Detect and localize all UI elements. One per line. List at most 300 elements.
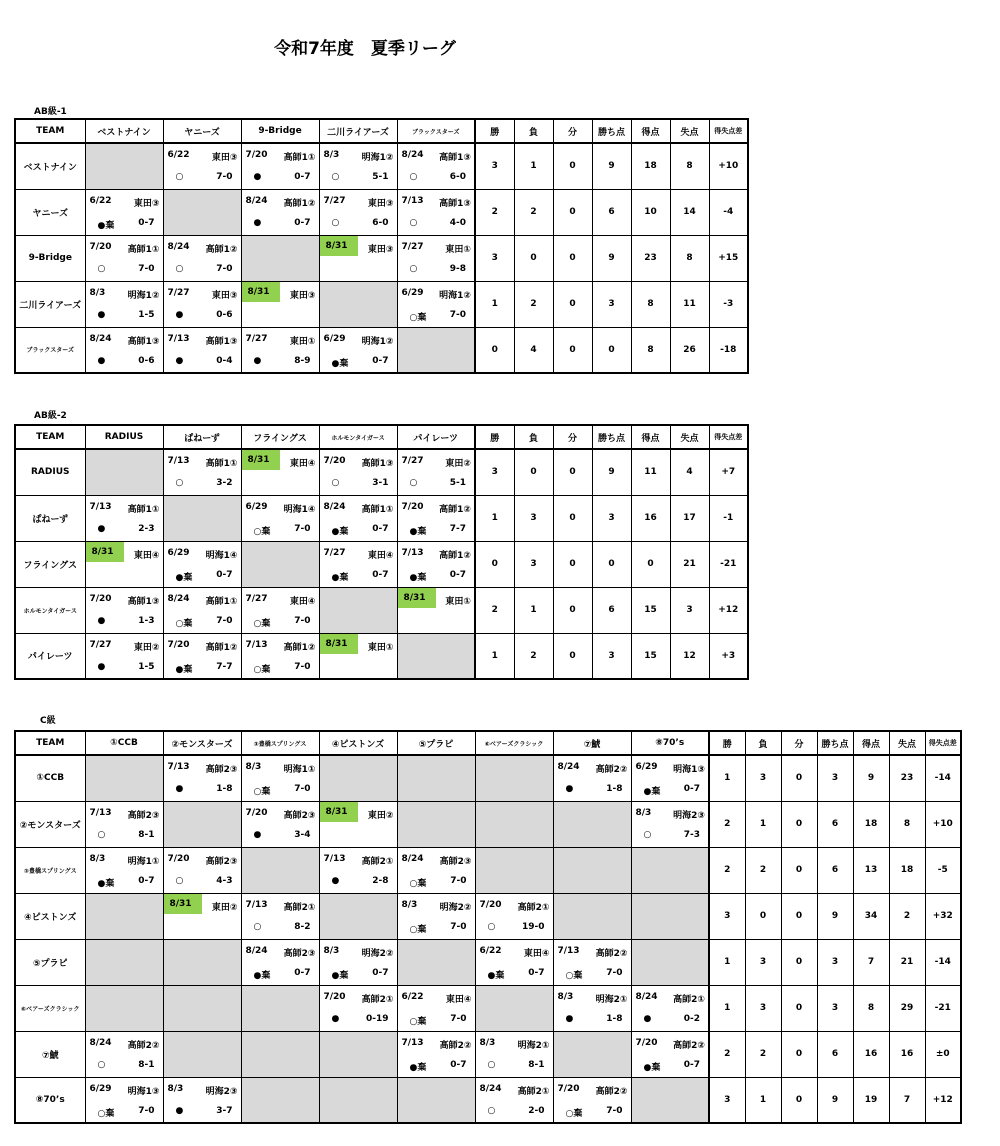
stat-header: 分: [553, 119, 592, 143]
match-cell: [319, 847, 397, 893]
match-cell: [319, 327, 397, 373]
team-name: ぱねーず: [15, 495, 85, 541]
match-date: 7/20: [245, 807, 268, 818]
match-cell: [163, 281, 241, 327]
match-score: 0-7: [372, 523, 389, 534]
match-cell: [85, 327, 163, 373]
self-match-cell: [163, 801, 241, 847]
match-cell: [553, 939, 631, 985]
goal-difference: +32: [925, 893, 961, 939]
self-match-cell: [397, 633, 475, 679]
match-score: 0-7: [216, 569, 233, 580]
match-date: 8/31: [320, 236, 358, 256]
match-venue: 東田③: [367, 198, 394, 209]
match-date: 7/20: [167, 639, 190, 650]
wins: 2: [475, 189, 514, 235]
self-match-cell: [553, 1031, 631, 1077]
match-result: ○: [175, 875, 184, 886]
match-result: ●: [331, 875, 340, 886]
stat-header: 分: [553, 425, 592, 449]
match-result: ○: [175, 172, 184, 182]
team-name: ④ピストンズ: [15, 893, 85, 939]
match-result: ○: [643, 829, 652, 840]
self-match-cell: [319, 893, 397, 939]
match-cell: [241, 327, 319, 373]
match-date: 8/3: [635, 807, 652, 818]
team-row: [15, 587, 748, 633]
match-score: 0-7: [372, 355, 389, 366]
stat-header: 勝ち点: [592, 119, 631, 143]
points: 3: [592, 633, 631, 679]
no-match-cell: [241, 1031, 319, 1077]
stat-header: 負: [514, 119, 553, 143]
team-row: [15, 847, 961, 893]
match-venue: 東田③: [367, 244, 394, 255]
match-date: 8/24: [167, 593, 190, 604]
match-date: 7/13: [323, 853, 346, 864]
goal-difference: +12: [925, 1077, 961, 1123]
goals-for: 16: [631, 495, 670, 541]
match-venue: 明海1②: [361, 336, 394, 347]
match-score: 0-7: [683, 1059, 700, 1070]
match-cell: [163, 847, 241, 893]
draws: 0: [781, 985, 817, 1031]
wins: 2: [709, 847, 745, 893]
wins: 3: [709, 893, 745, 939]
match-date: 7/20: [323, 991, 346, 1002]
match-result: ●棄: [253, 970, 271, 981]
match-date: 7/27: [245, 593, 268, 604]
self-match-cell: [85, 143, 163, 189]
draws: 0: [553, 633, 592, 679]
match-date: 6/29: [245, 501, 268, 512]
team-row: [15, 495, 748, 541]
match-cell: [319, 985, 397, 1031]
team-name: 9-Bridge: [15, 235, 85, 281]
self-match-cell: [241, 541, 319, 587]
self-match-cell: [631, 1077, 709, 1123]
match-cell: [631, 801, 709, 847]
goals-for: 10: [631, 189, 670, 235]
match-cell: [553, 985, 631, 1031]
match-result: ●: [643, 1013, 652, 1024]
team-name: フライングス: [15, 541, 85, 587]
match-score: 2-0: [528, 1105, 545, 1116]
match-score: 0-7: [372, 569, 389, 580]
team-name: パイレーツ: [15, 633, 85, 679]
match-date: 8/24: [323, 501, 346, 512]
match-result: ○棄: [409, 924, 427, 935]
goals-against: 12: [670, 633, 709, 679]
team-row: [15, 281, 748, 327]
match-date: 6/29: [635, 762, 658, 772]
draws: 0: [553, 189, 592, 235]
match-score: 0-7: [138, 875, 155, 886]
match-result: ●: [253, 217, 262, 228]
no-match-cell: [553, 801, 631, 847]
no-match-cell: [163, 939, 241, 985]
match-date: 7/13: [401, 195, 424, 206]
no-match-cell: [631, 847, 709, 893]
no-match-cell: [631, 893, 709, 939]
match-result: ●: [97, 309, 106, 320]
match-score: 7-0: [294, 523, 311, 534]
match-venue: 明海1③: [673, 765, 705, 775]
match-venue: 明海2③: [205, 1086, 238, 1097]
match-date: 7/13: [167, 762, 190, 772]
stat-header: 勝ち点: [817, 731, 853, 755]
match-score: 8-1: [138, 829, 155, 840]
match-score: 2-3: [138, 523, 155, 534]
match-date: 7/20: [245, 150, 268, 160]
opponent-header: ⑤プラピ: [397, 731, 475, 755]
goals-for: 16: [853, 1031, 889, 1077]
match-date: 7/13: [245, 899, 268, 910]
match-cell: [163, 449, 241, 495]
goals-against: 3: [670, 587, 709, 633]
match-cell: [163, 587, 241, 633]
match-score: 8-1: [528, 1059, 545, 1070]
opponent-header: パイレーツ: [397, 425, 475, 449]
match-score: 0-7: [528, 967, 545, 978]
match-date: 8/3: [557, 991, 574, 1002]
league-label: AB級-1: [34, 107, 67, 117]
match-venue: 高師2②: [595, 1086, 628, 1097]
match-cell: [397, 143, 475, 189]
match-date: 6/22: [479, 945, 502, 956]
stat-header: 得失点差: [709, 425, 748, 449]
match-venue: 明海2②: [439, 902, 472, 913]
opponent-header: 9-Bridge: [241, 119, 319, 143]
match-score: 0-7: [138, 217, 155, 228]
match-venue: 高師2③: [283, 810, 316, 821]
stat-header: 得失点差: [709, 119, 748, 143]
match-venue: 高師1①: [361, 504, 394, 515]
wins: 3: [475, 449, 514, 495]
goals-against: 21: [670, 541, 709, 587]
match-date: 6/22: [167, 150, 190, 160]
match-score: 8-2: [294, 921, 311, 932]
self-match-cell: [163, 495, 241, 541]
goal-difference: -5: [925, 847, 961, 893]
match-venue: 高師2②: [595, 765, 628, 775]
match-cell: [475, 1031, 553, 1077]
match-result: ●: [97, 661, 106, 672]
points: 0: [592, 541, 631, 587]
match-venue: 東田④: [133, 550, 160, 561]
self-match-cell: [319, 587, 397, 633]
match-cell: [163, 235, 241, 281]
wins: 3: [475, 235, 514, 281]
team-column-header: TEAM: [15, 425, 85, 449]
match-score: 3-4: [294, 829, 311, 840]
match-score: 7-0: [216, 263, 233, 274]
no-match-cell: [85, 939, 163, 985]
match-result: ○: [409, 217, 418, 228]
match-score: 0-7: [294, 217, 311, 228]
losses: 2: [514, 189, 553, 235]
match-venue: 高師2②: [595, 948, 628, 959]
match-date: 7/13: [89, 807, 112, 818]
goal-difference: -14: [925, 939, 961, 985]
match-cell: [241, 893, 319, 939]
match-cell: [397, 449, 475, 495]
stat-header: 失点: [670, 425, 709, 449]
match-score: 1-3: [138, 615, 155, 626]
match-venue: 高師1②: [205, 244, 238, 255]
points: 3: [592, 495, 631, 541]
points: 6: [592, 189, 631, 235]
match-score: 8-9: [294, 355, 311, 366]
no-match-cell: [319, 1077, 397, 1123]
match-result: ○棄: [409, 1016, 427, 1027]
match-result: ●棄: [487, 970, 505, 981]
wins: 1: [475, 633, 514, 679]
match-venue: 高師2②: [127, 1040, 160, 1051]
match-score: 7-0: [216, 172, 233, 182]
no-match-cell: [553, 893, 631, 939]
match-score: 9-8: [449, 263, 466, 274]
match-date: 7/20: [323, 456, 346, 466]
match-venue: 明海2①: [595, 994, 628, 1005]
match-venue: 東田③: [211, 153, 238, 163]
match-result: ●: [175, 355, 184, 366]
opponent-header: フライングス: [241, 425, 319, 449]
match-score: 4-3: [216, 875, 233, 886]
match-cell: [631, 1031, 709, 1077]
match-result: ●棄: [409, 526, 427, 537]
match-venue: 東田②: [367, 810, 394, 821]
match-cell: [163, 893, 241, 939]
team-name: RADIUS: [15, 449, 85, 495]
match-score: 0-6: [216, 309, 233, 320]
team-row: [15, 1077, 961, 1123]
match-date: 8/24: [89, 1037, 112, 1048]
losses: 3: [514, 541, 553, 587]
match-result: ●: [253, 829, 262, 840]
match-result: ●棄: [175, 664, 193, 675]
goals-against: 8: [670, 235, 709, 281]
match-venue: 東田③: [289, 290, 316, 301]
draws: 0: [553, 281, 592, 327]
match-cell: [85, 633, 163, 679]
stat-header: 勝: [709, 731, 745, 755]
match-date: 8/31: [242, 450, 280, 470]
match-date: 6/29: [401, 287, 424, 298]
match-cell: [553, 755, 631, 801]
no-match-cell: [163, 1031, 241, 1077]
team-row: [15, 449, 748, 495]
match-result: ○: [331, 478, 340, 488]
no-match-cell: [475, 847, 553, 893]
match-result: ●棄: [331, 572, 349, 583]
team-column-header: TEAM: [15, 119, 85, 143]
goals-for: 8: [631, 281, 670, 327]
team-row: [15, 1031, 961, 1077]
wins: 2: [475, 587, 514, 633]
match-date: 7/27: [167, 287, 190, 298]
match-result: ○: [97, 1059, 106, 1070]
match-date: 6/22: [89, 195, 112, 206]
match-score: 6-0: [449, 172, 466, 182]
match-score: 0-7: [294, 967, 311, 978]
match-cell: [631, 985, 709, 1031]
match-result: ●: [175, 784, 184, 794]
points: 3: [817, 985, 853, 1031]
match-venue: 高師1③: [439, 153, 471, 163]
losses: 1: [514, 587, 553, 633]
match-score: 2-8: [372, 875, 389, 886]
goal-difference: -14: [925, 755, 961, 801]
wins: 0: [475, 327, 514, 373]
match-score: 0-7: [683, 784, 700, 794]
match-cell: [475, 939, 553, 985]
match-cell: [241, 755, 319, 801]
goal-difference: -4: [709, 189, 748, 235]
match-cell: [85, 189, 163, 235]
match-score: 7-0: [294, 615, 311, 626]
match-score: 7-0: [216, 615, 233, 626]
points: 0: [592, 327, 631, 373]
goals-for: 18: [631, 143, 670, 189]
goals-for: 7: [853, 939, 889, 985]
match-cell: [319, 939, 397, 985]
match-venue: 高師1②: [439, 550, 471, 561]
draws: 0: [553, 327, 592, 373]
team-name: ホルモンタイガース: [15, 587, 85, 633]
stat-header: 勝: [475, 425, 514, 449]
team-name: ⑤プラピ: [15, 939, 85, 985]
match-cell: [475, 1077, 553, 1123]
points: 9: [817, 1077, 853, 1123]
goals-against: 26: [670, 327, 709, 373]
match-venue: 高師2①: [517, 902, 550, 913]
match-result: ○: [331, 172, 340, 182]
goal-difference: -21: [709, 541, 748, 587]
stat-header: 失点: [670, 119, 709, 143]
goals-against: 29: [889, 985, 925, 1031]
match-cell: [85, 801, 163, 847]
no-match-cell: [475, 801, 553, 847]
match-cell: [85, 235, 163, 281]
goal-difference: +3: [709, 633, 748, 679]
match-cell: [85, 281, 163, 327]
match-venue: 高師1②: [205, 642, 238, 653]
stat-header: 得点: [631, 425, 670, 449]
match-result: ●棄: [409, 1062, 427, 1073]
match-date: 8/31: [398, 588, 436, 608]
draws: 0: [781, 1031, 817, 1077]
match-date: 7/13: [557, 945, 580, 956]
match-venue: 高師1②: [283, 198, 316, 209]
match-venue: 高師2③: [127, 810, 160, 821]
draws: 0: [781, 847, 817, 893]
match-venue: 東田①: [445, 244, 471, 255]
match-venue: 高師1③: [127, 596, 160, 607]
match-result: ○: [487, 1105, 496, 1116]
match-venue: 高師1①: [283, 153, 316, 163]
match-date: 8/3: [245, 762, 262, 772]
match-venue: 東田④: [445, 994, 472, 1005]
stat-header: 得失点差: [925, 731, 961, 755]
match-cell: [397, 847, 475, 893]
points: 6: [817, 801, 853, 847]
match-date: 7/27: [89, 639, 112, 650]
match-result: ○: [409, 172, 418, 182]
points: 6: [817, 847, 853, 893]
league-label: C級: [40, 716, 56, 726]
goals-against: 7: [889, 1077, 925, 1123]
match-date: 8/24: [245, 195, 268, 206]
match-cell: [319, 235, 397, 281]
wins: 1: [475, 495, 514, 541]
match-cell: [241, 587, 319, 633]
header-row: [15, 119, 748, 143]
team-name: ②モンスターズ: [15, 801, 85, 847]
match-venue: 高師1①: [127, 244, 160, 255]
match-venue: 東田②: [133, 642, 160, 653]
team-row: [15, 235, 748, 281]
match-venue: 東田③: [211, 290, 238, 301]
losses: 3: [745, 755, 781, 801]
match-date: 8/24: [635, 991, 658, 1002]
match-venue: 明海2③: [673, 810, 705, 821]
team-name: ⑦鯱: [15, 1031, 85, 1077]
match-result: ●棄: [331, 358, 349, 369]
match-date: 7/20: [167, 853, 190, 864]
losses: 2: [745, 847, 781, 893]
match-venue: 高師1②: [439, 504, 471, 515]
header-row: [15, 731, 961, 755]
match-result: ○: [97, 263, 106, 274]
match-result: ○棄: [97, 1108, 115, 1119]
match-venue: 高師2①: [361, 994, 394, 1005]
match-result: ●: [175, 309, 184, 320]
goal-difference: +10: [925, 801, 961, 847]
match-venue: 東田④: [367, 550, 394, 561]
match-score: 3-2: [216, 478, 233, 488]
self-match-cell: [475, 985, 553, 1031]
points: 6: [592, 587, 631, 633]
match-venue: 高師1③: [361, 459, 394, 469]
match-date: 6/29: [323, 333, 346, 344]
match-result: ●: [253, 172, 262, 182]
no-match-cell: [397, 801, 475, 847]
team-row: [15, 541, 748, 587]
points: 3: [592, 281, 631, 327]
self-match-cell: [241, 235, 319, 281]
team-row: [15, 801, 961, 847]
match-result: ○棄: [175, 618, 193, 629]
match-score: 7-7: [449, 523, 466, 534]
match-date: 8/24: [89, 333, 112, 344]
team-name: ヤニーズ: [15, 189, 85, 235]
goals-against: 8: [889, 801, 925, 847]
match-date: 8/3: [479, 1037, 496, 1048]
stat-header: 負: [745, 731, 781, 755]
self-match-cell: [241, 847, 319, 893]
goals-against: 21: [889, 939, 925, 985]
match-result: ●: [97, 523, 106, 534]
match-venue: 高師1①: [127, 504, 160, 515]
team-name: ⑧70’s: [15, 1077, 85, 1123]
match-date: 8/3: [323, 945, 340, 956]
opponent-header: RADIUS: [85, 425, 163, 449]
losses: 3: [745, 985, 781, 1031]
match-date: 7/20: [635, 1037, 658, 1048]
points: 9: [592, 449, 631, 495]
draws: 0: [553, 449, 592, 495]
